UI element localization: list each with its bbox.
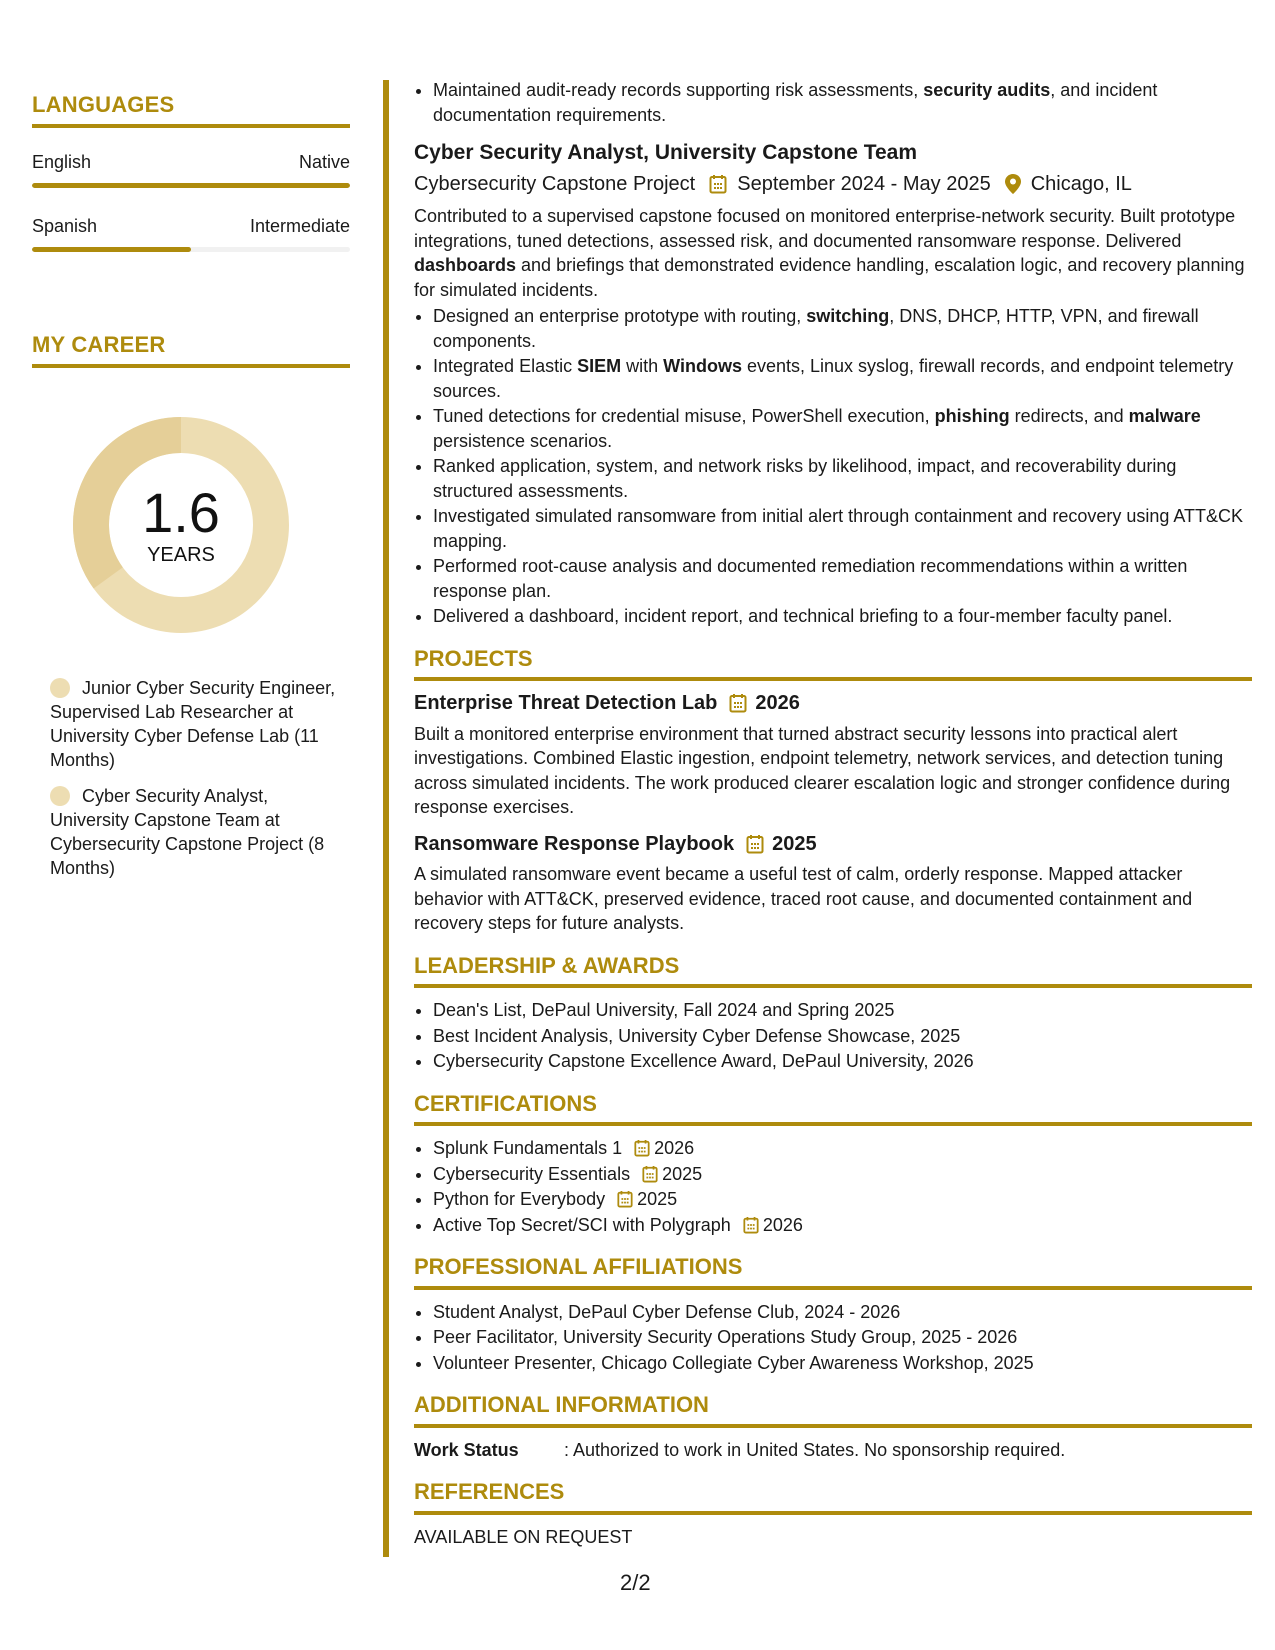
- awards-list: [414, 998, 1252, 1074]
- job-company: Cybersecurity Capstone Project: [414, 172, 696, 195]
- list-item: • Cybersecurity Essentials 2025: [433, 1162, 1252, 1187]
- list-item: • Student Analyst, DePaul Cyber Defense Club, 2024 - 2026: [433, 1300, 1252, 1325]
- list-item: • Designed an enterprise prototype with routing, switching, DNS, DHCP, HTTP, VPN, and firewall components.: [433, 304, 1252, 353]
- calendar-icon: [642, 1165, 658, 1183]
- career-dot-icon: [50, 678, 70, 698]
- project-item: [414, 691, 1252, 820]
- career-section: [32, 332, 350, 880]
- list-item: • Delivered a dashboard, incident report, and technical briefing to a four-member faculty panel.: [433, 604, 1252, 629]
- location-pin-icon: [1005, 174, 1021, 194]
- career-years-unit: YEARS: [147, 543, 215, 566]
- work-status-value: : Authorized to work in United States. No sponsorship required.: [564, 1439, 1066, 1460]
- project-description: Built a monitored enterprise environment that turned abstract security lessons into practical alert investigations. Combined Elastic ingestion, endpoint telemetry, network services, and detection tuning across simulated incidents. The work produced clearer escalation logic and stronger confidence during response exercises.: [414, 723, 1231, 817]
- column-divider: [383, 80, 389, 1557]
- certifications-list: [414, 1136, 1252, 1237]
- project-year: 2026: [755, 692, 800, 714]
- project-name: Ransomware Response Playbook: [414, 832, 735, 855]
- calendar-icon: [617, 1190, 633, 1208]
- right-column: [414, 78, 1252, 1549]
- left-column: [32, 92, 350, 892]
- language-english: [32, 152, 350, 188]
- career-item: Junior Cyber Security Engineer, Supervised Lab Researcher at University Cyber Defense Lab (11 Months): [50, 678, 336, 770]
- job-location: Chicago, IL: [1030, 172, 1132, 195]
- list-item: • Performed root-cause analysis and documented remediation recommendations within a written response plan.: [433, 554, 1252, 603]
- career-item: Cyber Security Analyst, University Capstone Team at Cybersecurity Capstone Project (8 Months): [50, 786, 325, 878]
- list-item: • Cybersecurity Capstone Excellence Award, DePaul University, 2026: [433, 1049, 1252, 1074]
- list-item: • Investigated simulated ransomware from initial alert through containment and recovery using ATT&CK mapping.: [433, 504, 1252, 553]
- career-heading: MY CAREER: [32, 332, 350, 368]
- project-year: 2025: [772, 832, 817, 855]
- calendar-icon: [746, 834, 764, 854]
- language-proficiency-fill: [32, 247, 191, 252]
- projects-heading: PROJECTS: [414, 647, 1252, 682]
- project-name: Enterprise Threat Detection Lab: [414, 692, 718, 714]
- language-spanish: [32, 216, 350, 252]
- affiliations-list: [414, 1300, 1252, 1376]
- language-name: Spanish: [32, 216, 98, 236]
- list-item: • Splunk Fundamentals 1 2026: [433, 1136, 1252, 1161]
- calendar-icon: [729, 693, 747, 713]
- language-level: Intermediate: [249, 216, 350, 236]
- language-proficiency-fill: [32, 183, 350, 188]
- additional-info-heading: ADDITIONAL INFORMATION: [414, 1393, 1252, 1428]
- language-level: Native: [298, 152, 350, 172]
- calendar-icon: [634, 1139, 650, 1157]
- project-description: A simulated ransomware event became a useful test of calm, orderly response. Mapped attacker behavior with ATT&CK, preserved evidence, traced root cause, and documented containment and recovery steps for future analysts.: [414, 864, 1193, 933]
- list-item: • Maintained audit-ready records supporting risk assessments, security audits, and incident documentation requirements.: [433, 78, 1252, 127]
- awards-heading: LEADERSHIP & AWARDS: [414, 954, 1252, 989]
- list-item: • Integrated Elastic SIEM with Windows events, Linux syslog, firewall records, and endpoint telemetry sources.: [433, 354, 1252, 403]
- list-item: • Best Incident Analysis, University Cyber Defense Showcase, 2025: [433, 1024, 1252, 1049]
- languages-heading: LANGUAGES: [32, 92, 350, 128]
- work-status-label: Work Status: [414, 1439, 519, 1460]
- calendar-icon: [709, 174, 727, 194]
- language-proficiency-bar: [32, 183, 350, 188]
- references-text: AVAILABLE ON REQUEST: [414, 1526, 633, 1547]
- certifications-heading: CERTIFICATIONS: [414, 1092, 1252, 1127]
- page-number: 2/2: [620, 1570, 651, 1595]
- job-title: Cyber Security Analyst, University Capstone Team: [414, 141, 918, 164]
- job-dates: September 2024 - May 2025: [737, 172, 991, 195]
- career-list: [32, 676, 350, 880]
- list-item: • Active Top Secret/SCI with Polygraph 2026: [433, 1213, 1252, 1238]
- affiliations-heading: PROFESSIONAL AFFILIATIONS: [414, 1255, 1252, 1290]
- list-item: • Python for Everybody 2025: [433, 1187, 1252, 1212]
- experience-continued-list: [414, 78, 1252, 127]
- calendar-icon: [743, 1216, 759, 1234]
- job-meta: [414, 172, 1252, 197]
- list-item: • Volunteer Presenter, Chicago Collegiate Cyber Awareness Workshop, 2025: [433, 1351, 1252, 1376]
- language-proficiency-bar: [32, 247, 350, 252]
- list-item: • Ranked application, system, and network risks by likelihood, impact, and recoverability during structured assessments.: [433, 454, 1252, 503]
- work-status-row: [414, 1438, 1252, 1463]
- career-dot-icon: [50, 786, 70, 806]
- language-name: English: [32, 152, 92, 172]
- references-heading: REFERENCES: [414, 1480, 1252, 1515]
- career-years-value: 1.6: [142, 480, 220, 544]
- project-item: [414, 832, 1252, 936]
- list-item: • Peer Facilitator, University Security Operations Study Group, 2025 - 2026: [433, 1325, 1252, 1350]
- list-item: • Tuned detections for credential misuse, PowerShell execution, phishing redirects, and malware persistence scenarios.: [433, 404, 1252, 453]
- list-item: • Dean's List, DePaul University, Fall 2024 and Spring 2025: [433, 998, 1252, 1023]
- job-bullets: [414, 304, 1252, 629]
- job-summary: Contributed to a supervised capstone focused on monitored enterprise-network security. Built prototype integrations, tuned detections, assessed risk, and documented ransomware response. Delivered dashboards and briefings that demonstrated evidence handling, escalation logic, and recovery planning for simulated incidents.: [414, 206, 1245, 300]
- career-donut: [66, 410, 296, 640]
